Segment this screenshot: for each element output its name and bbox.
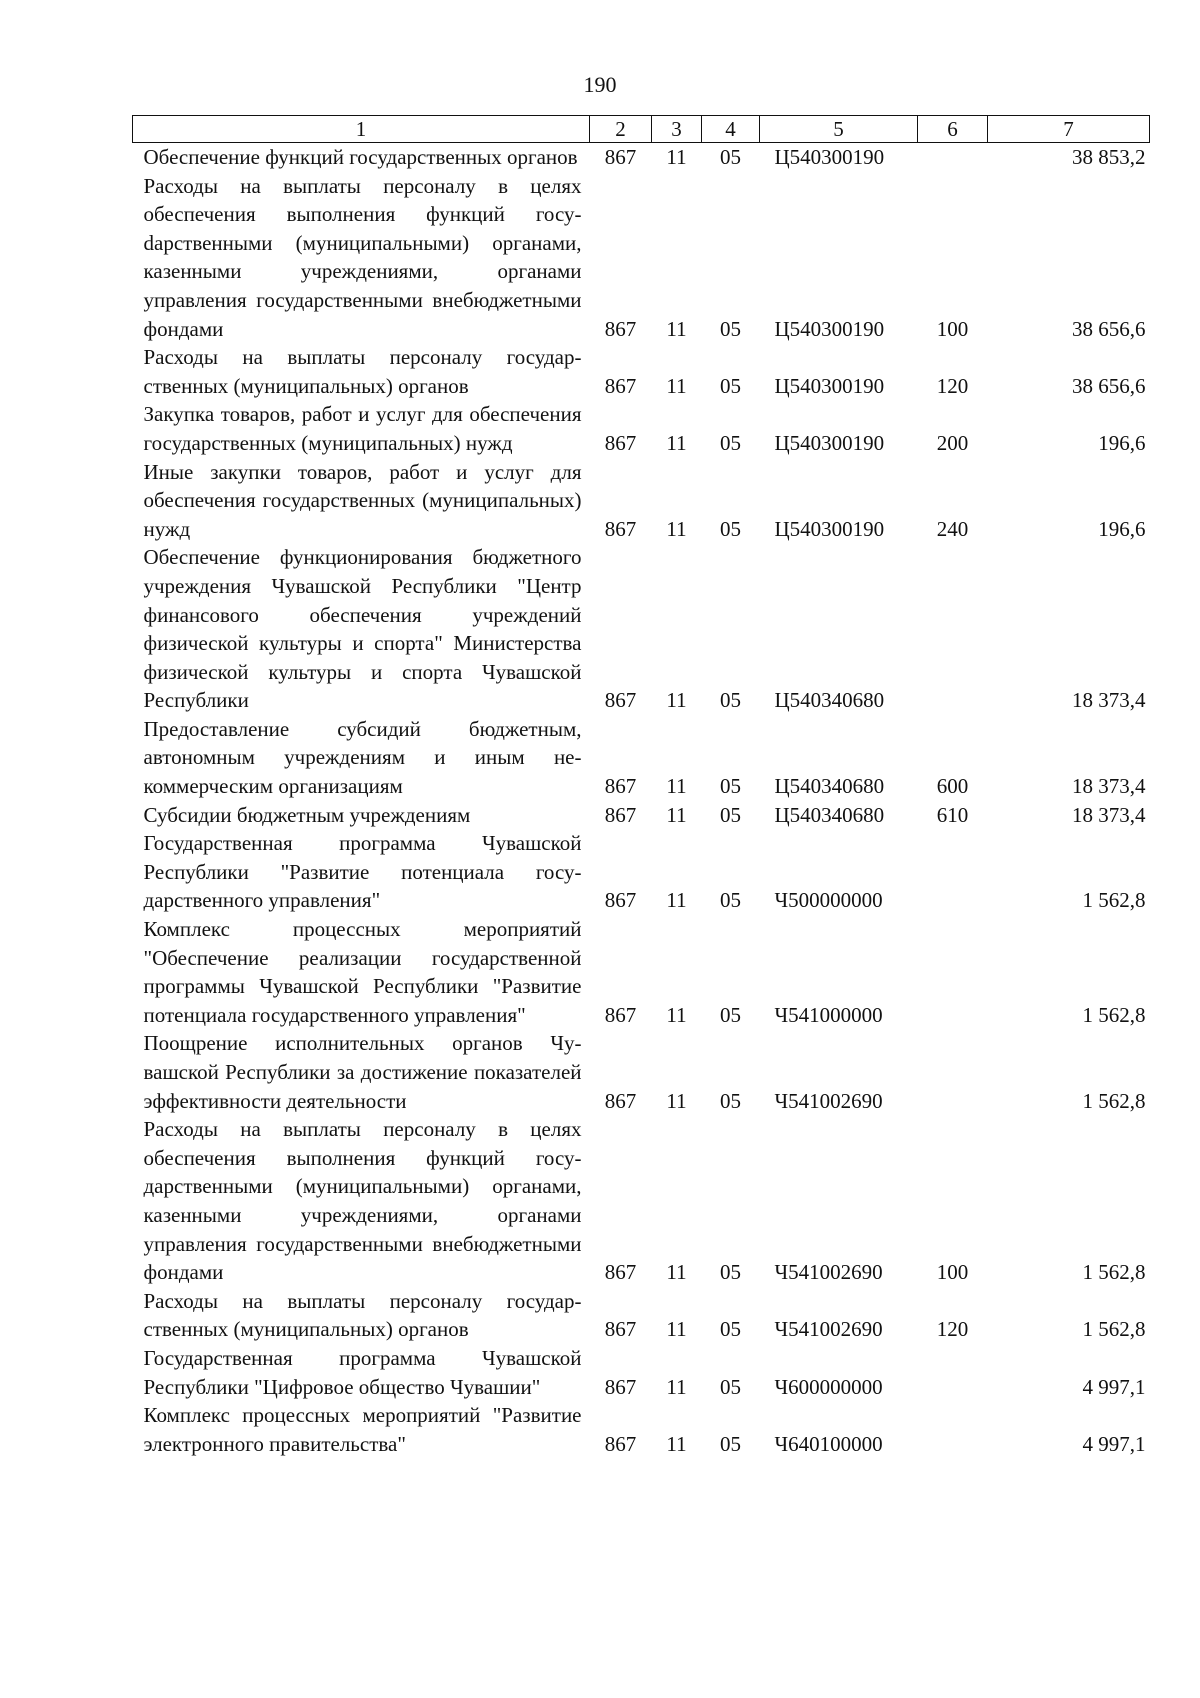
- row-admin-code: 867: [604, 373, 637, 398]
- row-section: 11: [666, 1374, 687, 1399]
- row-expense-type: [918, 1029, 988, 1115]
- row-target-article: Ц540300190: [774, 373, 885, 398]
- row-section: 11: [666, 373, 687, 398]
- row-amount: 4 997,1: [1082, 1431, 1146, 1456]
- table-row: [133, 543, 1150, 715]
- row-description: Обеспечение функций государственных органов: [143, 145, 578, 169]
- table-row: [133, 715, 1150, 801]
- row-expense-type: [918, 1401, 988, 1458]
- row-description: Государственная программа Чувашской Республики "Цифровое общество Чувашии": [143, 1345, 582, 1399]
- table-row: [133, 143, 1150, 172]
- table-header: [133, 116, 1150, 143]
- row-amount: 196,6: [1098, 516, 1146, 541]
- row-subsection: 05: [720, 802, 741, 827]
- row-expense-type: [918, 829, 988, 915]
- row-admin-code: 867: [604, 1002, 637, 1027]
- row-section: 11: [666, 688, 687, 713]
- row-description: Обеспечение функционирования бюджетного учреждения Чувашской Республики "Центр финансового обеспечения учреждений физической культуры и спорта" Министерства физической культуры и спорта Чувашской Республики: [143, 545, 582, 713]
- row-admin-code: 867: [604, 888, 637, 913]
- row-subsection: 05: [720, 1002, 741, 1027]
- row-subsection: 05: [720, 316, 741, 341]
- row-admin-code: 867: [604, 516, 637, 541]
- row-description: Расходы на выплаты персоналу государственных (муниципальных) органов: [143, 1288, 582, 1342]
- row-expense-type: 120: [936, 373, 969, 398]
- row-target-article: Ц540340680: [774, 688, 885, 713]
- row-target-article: Ч600000000: [774, 1374, 883, 1399]
- row-section: 11: [666, 316, 687, 341]
- row-admin-code: 867: [604, 1374, 637, 1399]
- table-row: [133, 458, 1150, 544]
- row-amount: 1 562,8: [1082, 1088, 1146, 1113]
- row-section: 11: [666, 1431, 687, 1456]
- row-target-article: Ц540340680: [774, 774, 885, 799]
- header-col-4: 4: [702, 116, 760, 143]
- row-subsection: 05: [720, 1088, 741, 1113]
- row-subsection: 05: [720, 688, 741, 713]
- table-row: [133, 801, 1150, 830]
- row-expense-type: [918, 143, 988, 172]
- row-description: Расходы на выплаты персоналу государственных (муниципальных) органов: [143, 345, 582, 398]
- row-admin-code: 867: [604, 1088, 637, 1113]
- header-col-3: 3: [652, 116, 702, 143]
- row-expense-type: [918, 915, 988, 1029]
- row-amount: 1 562,8: [1082, 1317, 1146, 1342]
- table-row: [133, 1115, 1150, 1287]
- row-description: Предоставление субсидий бюджетным, автономным учреждениям и иным некоммерческим организациям: [143, 716, 582, 799]
- row-subsection: 05: [720, 1260, 741, 1285]
- row-target-article: Ц540300190: [774, 430, 885, 455]
- row-section: 11: [666, 516, 687, 541]
- row-description: Расходы на выплаты персоналу в целях обеспечения выполнения функций государственными (муниципальными) органами, казенными учреждениями, органами управления государственными внебюджетными фондами: [143, 1117, 582, 1285]
- row-section: 11: [666, 774, 687, 799]
- table-row: [133, 172, 1150, 344]
- row-description: Комплекс процессных мероприятий "Обеспечение реализации государственной программы Чувашской Республики "Развитие потенциала государственного управления": [143, 917, 582, 1027]
- row-admin-code: 867: [604, 688, 637, 713]
- row-target-article: Ц540300190: [774, 316, 885, 341]
- row-subsection: 05: [720, 145, 741, 169]
- row-amount: 1 562,8: [1082, 1002, 1146, 1027]
- table-row: [133, 1287, 1150, 1344]
- row-amount: 18 373,4: [1072, 802, 1146, 827]
- row-subsection: 05: [720, 373, 741, 398]
- row-admin-code: 867: [604, 316, 637, 341]
- row-expense-type: 600: [936, 774, 969, 799]
- row-subsection: 05: [720, 430, 741, 455]
- row-target-article: Ч500000000: [774, 888, 883, 913]
- table-row: [133, 1401, 1150, 1458]
- row-expense-type: 100: [936, 1260, 969, 1285]
- row-expense-type: 120: [936, 1317, 969, 1342]
- row-amount: 4 997,1: [1082, 1374, 1146, 1399]
- table-row: [133, 400, 1150, 457]
- row-description: Государственная программа Чувашской Республики "Развитие потенциала государственного управления": [143, 831, 582, 913]
- row-subsection: 05: [720, 888, 741, 913]
- header-col-5: 5: [760, 116, 918, 143]
- row-subsection: 05: [720, 774, 741, 799]
- row-amount: 38 656,6: [1072, 373, 1146, 398]
- row-amount: 38 656,6: [1072, 316, 1146, 341]
- row-description: Комплекс процессных мероприятий "Развитие электронного правительства": [143, 1403, 582, 1456]
- table-row: [133, 343, 1150, 400]
- row-subsection: 05: [720, 1374, 741, 1399]
- table-row: [133, 829, 1150, 915]
- header-row: [133, 116, 1150, 143]
- header-col-2: 2: [590, 116, 652, 143]
- row-description: Расходы на выплаты персоналу в целях обеспечения выполнения функций госуdарственными (муниципальными) органами, казенными учреждениями, органами управления государственными внебюджетными фондами: [143, 173, 582, 341]
- row-section: 11: [666, 1317, 687, 1342]
- row-subsection: 05: [720, 1431, 741, 1456]
- row-target-article: Ч541002690: [774, 1317, 883, 1342]
- row-admin-code: 867: [604, 1317, 637, 1342]
- row-expense-type: [918, 1344, 988, 1401]
- row-section: 11: [666, 1088, 687, 1113]
- row-expense-type: 240: [936, 516, 969, 541]
- header-col-7: 7: [988, 116, 1150, 143]
- row-expense-type: [918, 543, 988, 715]
- row-admin-code: 867: [604, 802, 637, 827]
- row-subsection: 05: [720, 516, 741, 541]
- row-target-article: Ч640100000: [774, 1431, 883, 1456]
- row-amount: 1 562,8: [1082, 888, 1146, 913]
- row-description: Поощрение исполнительных органов Чувашской Республики за достижение показателей эффективности деятельности: [143, 1031, 582, 1113]
- header-col-6: 6: [918, 116, 988, 143]
- table-row: [133, 915, 1150, 1029]
- row-amount: 18 373,4: [1072, 774, 1146, 799]
- table-row: [133, 1029, 1150, 1115]
- row-description: Закупка товаров, работ и услуг для обеспечения государственных (муниципальных) нужд: [143, 402, 582, 455]
- row-admin-code: 867: [604, 430, 637, 455]
- row-admin-code: 867: [604, 774, 637, 799]
- row-target-article: Ц540300190: [774, 145, 885, 169]
- row-expense-type: 200: [936, 430, 969, 455]
- row-description: Субсидии бюджетным учреждениям: [143, 802, 471, 827]
- table-row: [133, 1344, 1150, 1401]
- row-description: Иные закупки товаров, работ и услуг для обеспечения государственных (муниципальных) нужд: [143, 459, 582, 541]
- row-amount: 18 373,4: [1072, 688, 1146, 713]
- row-section: 11: [666, 802, 687, 827]
- budget-table: [132, 115, 1150, 1458]
- row-section: 11: [666, 888, 687, 913]
- row-admin-code: 867: [604, 1260, 637, 1285]
- row-admin-code: 867: [604, 1431, 637, 1456]
- row-subsection: 05: [720, 1317, 741, 1342]
- row-target-article: Ч541000000: [774, 1002, 883, 1027]
- row-target-article: Ч541002690: [774, 1088, 883, 1113]
- row-section: 11: [666, 430, 687, 455]
- row-section: 11: [666, 145, 687, 169]
- row-target-article: Ц540300190: [774, 516, 885, 541]
- row-admin-code: 867: [604, 145, 637, 169]
- row-amount: 1 562,8: [1082, 1260, 1146, 1285]
- row-section: 11: [666, 1260, 687, 1285]
- row-amount: 38 853,2: [1072, 145, 1146, 169]
- header-col-1: 1: [133, 116, 590, 143]
- row-amount: 196,6: [1098, 430, 1146, 455]
- row-expense-type: 100: [936, 316, 969, 341]
- row-section: 11: [666, 1002, 687, 1027]
- page-number: 190: [583, 72, 617, 97]
- row-target-article: Ч541002690: [774, 1260, 883, 1285]
- row-target-article: Ц540340680: [774, 802, 885, 827]
- row-expense-type: 610: [936, 802, 969, 827]
- table-body: [133, 143, 1150, 1459]
